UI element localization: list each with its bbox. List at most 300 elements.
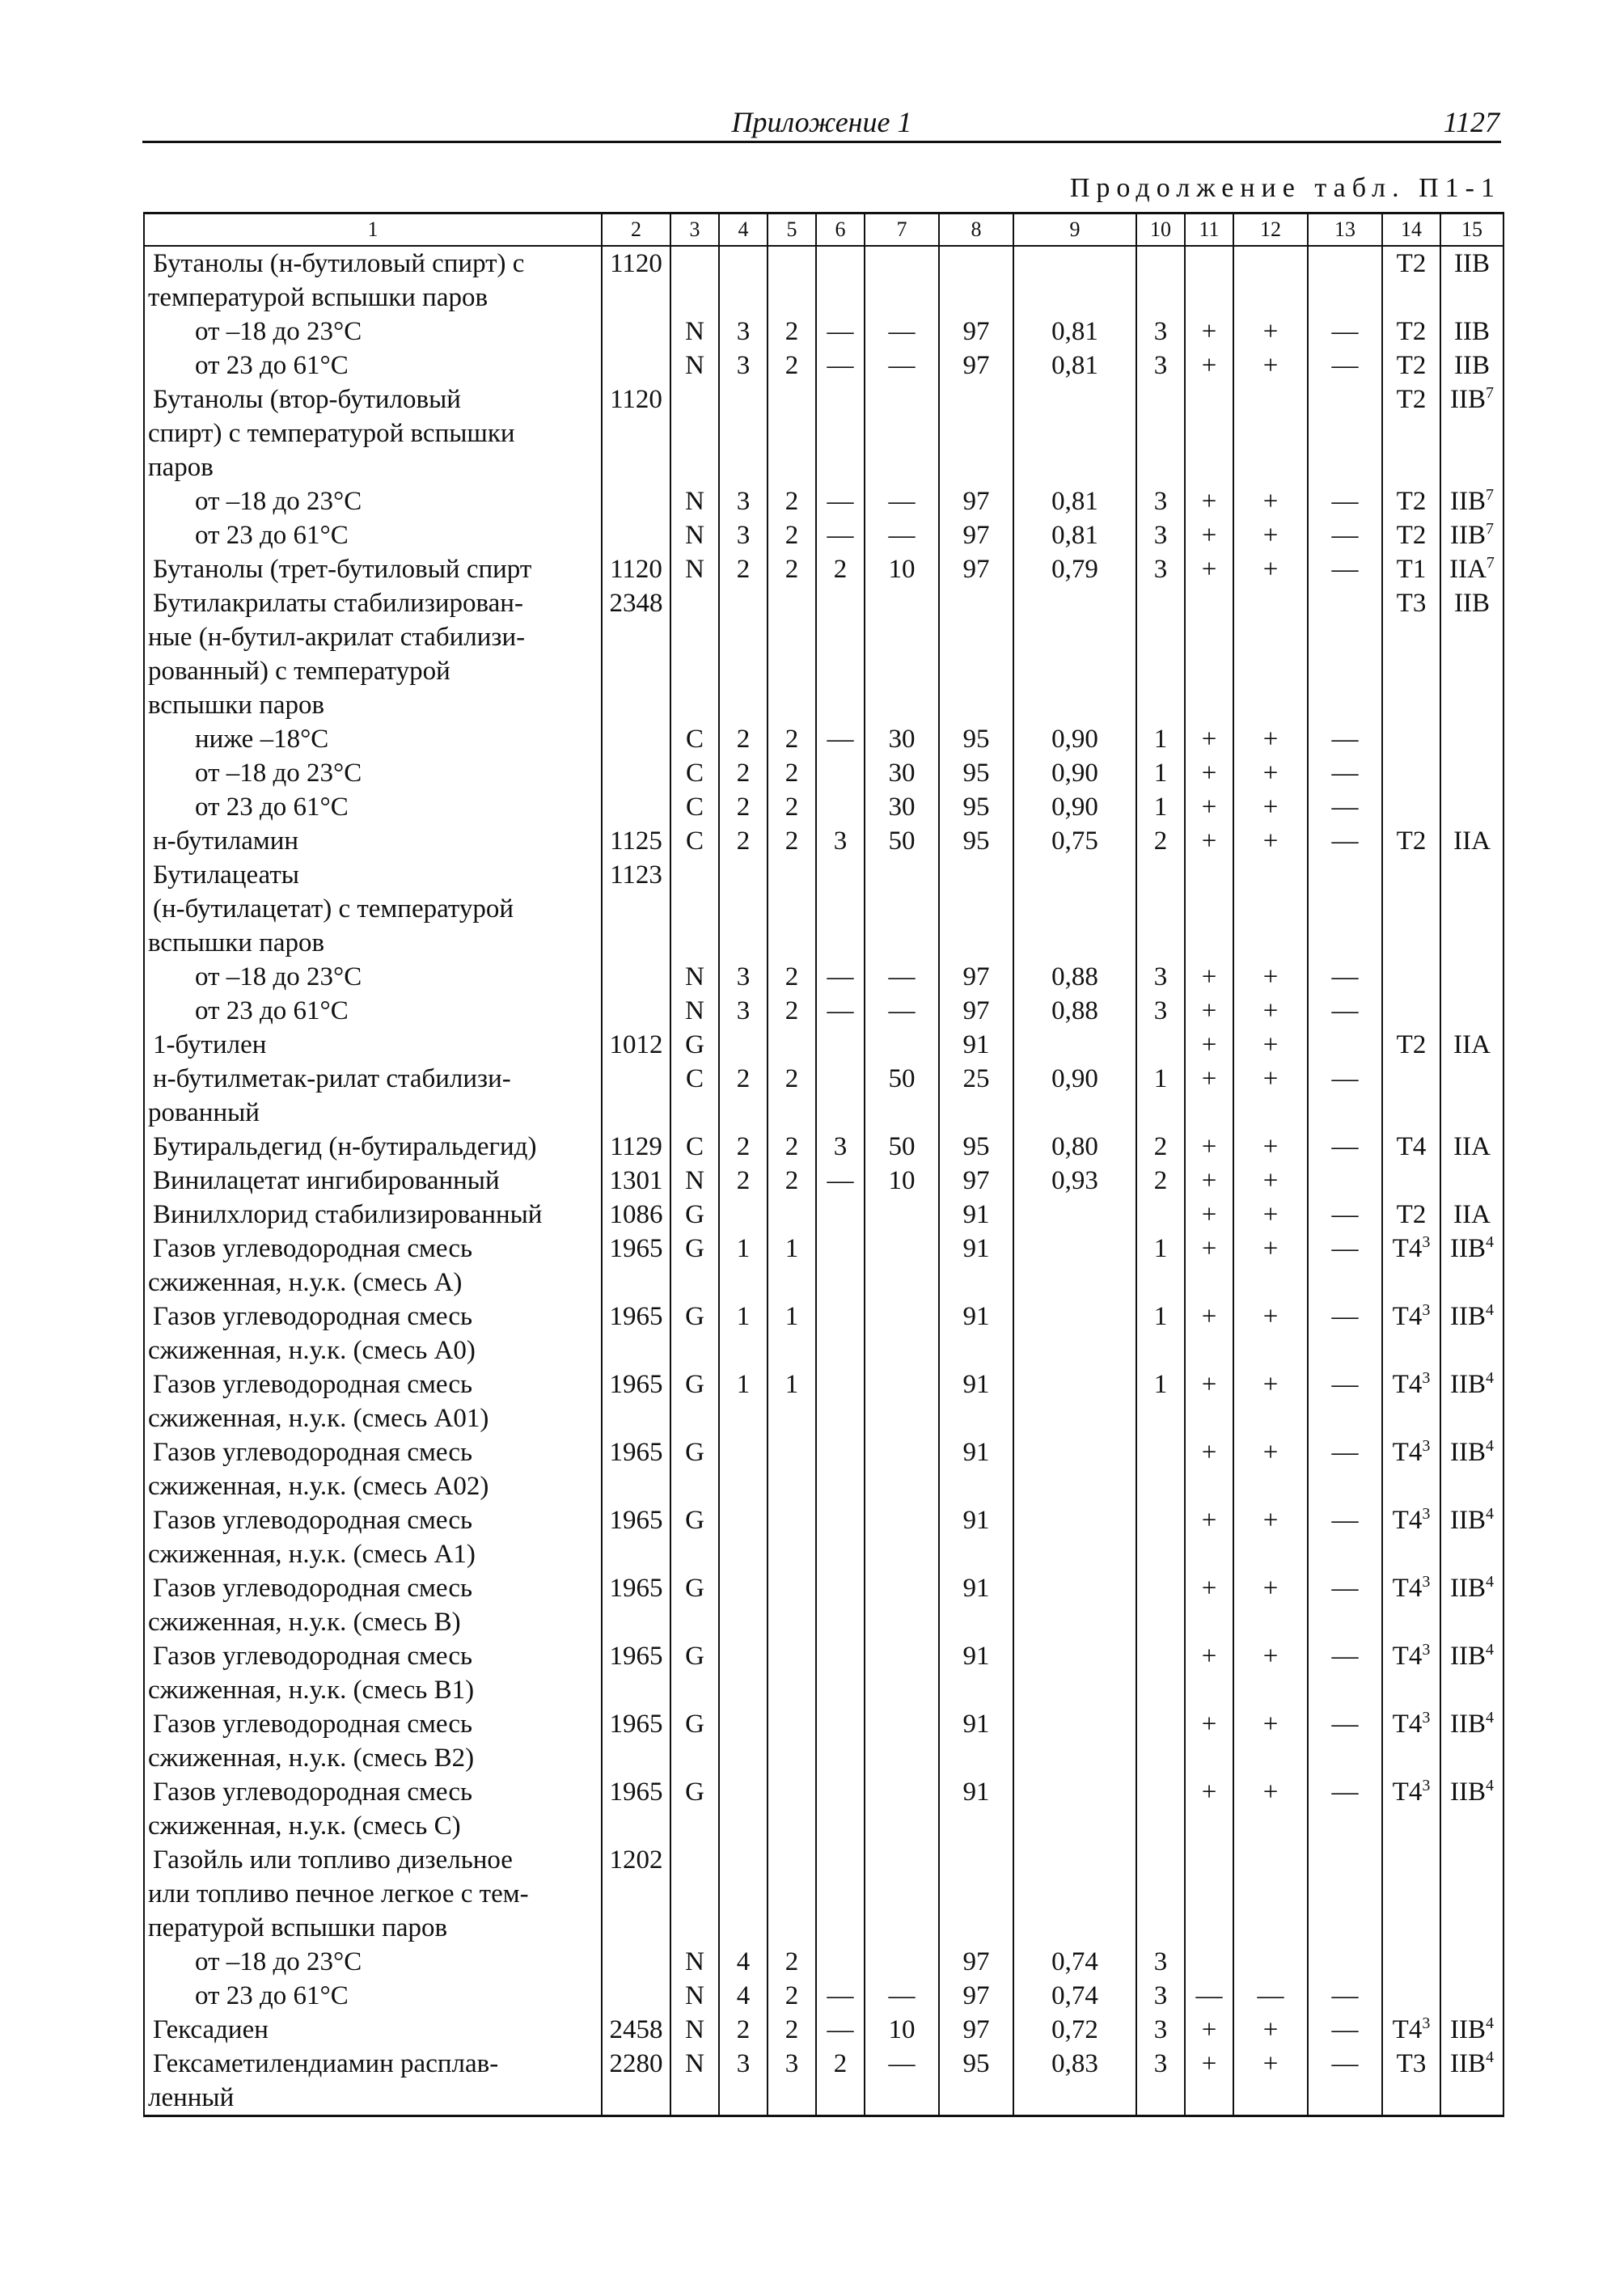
cell-col-12 <box>1233 722 1308 756</box>
cell-col-3 <box>670 2047 719 2081</box>
cell-text: 30 <box>888 793 916 822</box>
cell-col-15 <box>1440 1503 1503 1537</box>
cell-col-15 <box>1440 1707 1503 1741</box>
cell-col-10 <box>1136 1571 1185 1605</box>
cell-col-6 <box>816 1198 865 1232</box>
cell-text: + <box>1262 1302 1279 1331</box>
cell-col-1 <box>144 450 602 484</box>
cell-col-15 <box>1440 1232 1503 1266</box>
cell-col-9 <box>1013 315 1136 349</box>
cell-text: 1125 <box>610 826 662 856</box>
cell-col-5 <box>768 1911 816 1945</box>
cell-col-3 <box>670 1877 719 1911</box>
cell-col-15 <box>1440 315 1503 349</box>
cell-col-4 <box>719 552 768 586</box>
cell-col-5 <box>768 654 816 688</box>
cell-col-10 <box>1136 1775 1185 1809</box>
cell-text: + <box>1262 2049 1279 2078</box>
running-header <box>142 105 1501 143</box>
cell-text: N <box>685 2015 704 2044</box>
cell-col-4 <box>719 858 768 892</box>
cell-col-3 <box>670 1028 719 1062</box>
cell-col-11 <box>1185 2013 1233 2047</box>
cell-col-13 <box>1308 2013 1382 2047</box>
cell-col-9 <box>1013 1809 1136 1843</box>
cell-text: G <box>685 1438 704 1467</box>
cell-col-15 <box>1440 1469 1503 1503</box>
cell-col-3 <box>670 892 719 926</box>
cell-col-5 <box>768 2013 816 2047</box>
cell-col-13 <box>1308 960 1382 994</box>
cell-text: Газов углеводородная смесь <box>153 1710 473 1739</box>
cell-col-7 <box>865 315 939 349</box>
cell-col-12 <box>1233 1300 1308 1334</box>
cell-col-10 <box>1136 1503 1185 1537</box>
cell-col-7 <box>865 1096 939 1130</box>
cell-col-7 <box>865 1605 939 1639</box>
cell-col-8 <box>939 552 1013 586</box>
cell-col-2 <box>602 620 670 654</box>
cell-col-5 <box>768 1537 816 1571</box>
cell-text: 2348 <box>609 589 663 618</box>
cell-col-15 <box>1440 484 1503 518</box>
cell-text: 10 <box>888 555 916 584</box>
cell-text: — <box>1331 555 1359 584</box>
cell-text: 1120 <box>610 249 662 278</box>
cell-col-1 <box>144 586 602 620</box>
table-row <box>144 246 1503 281</box>
cell-text: N <box>685 317 704 346</box>
cell-col-1 <box>144 1198 602 1232</box>
cell-col-2 <box>602 315 670 349</box>
cell-col-2 <box>602 1096 670 1130</box>
cell-col-14 <box>1382 1401 1440 1435</box>
cell-text: сжиженная, н.у.к. (смесь А01) <box>148 1404 489 1433</box>
cell-col-15 <box>1440 654 1503 688</box>
cell-col-11 <box>1185 315 1233 349</box>
cell-text: N <box>685 1981 704 2010</box>
cell-col-14 <box>1382 246 1440 281</box>
cell-col-11 <box>1185 552 1233 586</box>
cell-col-11 <box>1185 1503 1233 1537</box>
cell-text: IIB <box>1450 487 1486 516</box>
cell-col-8 <box>939 722 1013 756</box>
table-row <box>144 1537 1503 1571</box>
cell-col-4 <box>719 756 768 790</box>
cell-text: 1 <box>1153 759 1168 788</box>
cell-col-6 <box>816 1096 865 1130</box>
cell-text: T4 <box>1392 1642 1423 1671</box>
cell-col-2 <box>602 2081 670 2116</box>
cell-text: 97 <box>962 996 990 1025</box>
cell-col-3 <box>670 383 719 416</box>
cell-text: Газов углеводородная смесь <box>153 1777 473 1807</box>
cell-text: вспышки паров <box>148 691 325 720</box>
cell-col-8 <box>939 994 1013 1028</box>
cell-col-10 <box>1136 1198 1185 1232</box>
cell-text: 1129 <box>610 1132 662 1161</box>
cell-col-7 <box>865 756 939 790</box>
cell-text: — <box>827 351 854 380</box>
cell-col-4 <box>719 1367 768 1401</box>
cell-col-3 <box>670 1334 719 1367</box>
cell-col-8 <box>939 654 1013 688</box>
footnote-marker: 3 <box>1422 1505 1431 1523</box>
cell-text: сжиженная, н.у.к. (смесь В2) <box>148 1744 475 1773</box>
cell-text: IIB <box>1450 1302 1486 1331</box>
cell-text: 97 <box>962 962 990 991</box>
cell-col-6 <box>816 1469 865 1503</box>
cell-col-5 <box>768 450 816 484</box>
cell-col-15 <box>1440 1096 1503 1130</box>
table-row <box>144 1435 1503 1469</box>
cell-col-5 <box>768 2047 816 2081</box>
column-number-13: 13 <box>1308 213 1382 247</box>
cell-text: спирт) с температурой вспышки <box>148 419 515 448</box>
cell-col-1 <box>144 1911 602 1945</box>
cell-text: 2 <box>785 2015 799 2044</box>
cell-col-2 <box>602 1911 670 1945</box>
cell-col-13 <box>1308 586 1382 620</box>
cell-col-15 <box>1440 383 1503 416</box>
cell-col-6 <box>816 1809 865 1843</box>
cell-col-7 <box>865 2081 939 2116</box>
cell-col-14 <box>1382 1198 1440 1232</box>
cell-text: от –18 до 23°C <box>195 487 362 516</box>
cell-col-11 <box>1185 281 1233 315</box>
cell-text: от 23 до 61°C <box>195 1981 349 2010</box>
cell-col-12 <box>1233 1164 1308 1198</box>
cell-col-8 <box>939 1843 1013 1877</box>
cell-col-2 <box>602 858 670 892</box>
cell-col-11 <box>1185 1571 1233 1605</box>
cell-text: G <box>685 1234 704 1263</box>
cell-col-14 <box>1382 1130 1440 1164</box>
cell-text: + <box>1262 1234 1279 1263</box>
cell-col-13 <box>1308 1673 1382 1707</box>
cell-col-8 <box>939 1062 1013 1096</box>
cell-col-6 <box>816 790 865 824</box>
cell-col-15 <box>1440 1028 1503 1062</box>
cell-text: + <box>1201 555 1217 584</box>
cell-text: + <box>1262 1132 1279 1161</box>
cell-col-3 <box>670 416 719 450</box>
cell-col-6 <box>816 484 865 518</box>
cell-col-6 <box>816 1334 865 1367</box>
cell-text: ниже –18°C <box>195 725 329 754</box>
cell-col-6 <box>816 1130 865 1164</box>
cell-text: 2 <box>785 521 799 550</box>
cell-col-3 <box>670 1062 719 1096</box>
cell-col-14 <box>1382 383 1440 416</box>
cell-col-6 <box>816 2047 865 2081</box>
cell-col-8 <box>939 1979 1013 2013</box>
cell-col-3 <box>670 1911 719 1945</box>
cell-col-3 <box>670 1945 719 1979</box>
cell-text: 3 <box>1153 317 1168 346</box>
table-row <box>144 552 1503 586</box>
cell-text: — <box>1195 1981 1223 2010</box>
cell-text: 30 <box>888 725 916 754</box>
cell-text: Газов углеводородная смесь <box>153 1302 473 1331</box>
cell-col-7 <box>865 1979 939 2013</box>
cell-col-6 <box>816 722 865 756</box>
table-row <box>144 1028 1503 1062</box>
cell-col-13 <box>1308 1571 1382 1605</box>
cell-col-13 <box>1308 1707 1382 1741</box>
cell-col-4 <box>719 1401 768 1435</box>
cell-col-1 <box>144 620 602 654</box>
cell-col-10 <box>1136 281 1185 315</box>
cell-text: 2 <box>785 487 799 516</box>
cell-text: 3 <box>1153 2015 1168 2044</box>
cell-col-13 <box>1308 926 1382 960</box>
cell-col-1 <box>144 1775 602 1809</box>
cell-col-7 <box>865 383 939 416</box>
cell-col-1 <box>144 892 602 926</box>
cell-col-7 <box>865 1266 939 1300</box>
cell-col-14 <box>1382 1775 1440 1809</box>
cell-col-14 <box>1382 1435 1440 1469</box>
cell-text: + <box>1262 826 1279 856</box>
cell-col-2 <box>602 552 670 586</box>
cell-col-7 <box>865 1877 939 1911</box>
table-row <box>144 1062 1503 1096</box>
cell-col-9 <box>1013 484 1136 518</box>
cell-col-15 <box>1440 1435 1503 1469</box>
cell-col-12 <box>1233 2047 1308 2081</box>
column-number-5: 5 <box>768 213 816 247</box>
cell-col-11 <box>1185 654 1233 688</box>
cell-col-9 <box>1013 450 1136 484</box>
cell-col-12 <box>1233 2013 1308 2047</box>
cell-col-15 <box>1440 1809 1503 1843</box>
cell-text: 2 <box>785 1981 799 2010</box>
cell-col-15 <box>1440 586 1503 620</box>
cell-text: G <box>685 1574 704 1603</box>
cell-text: 97 <box>962 487 990 516</box>
cell-col-2 <box>602 790 670 824</box>
cell-col-5 <box>768 1198 816 1232</box>
cell-col-14 <box>1382 1469 1440 1503</box>
cell-text: + <box>1262 1030 1279 1059</box>
cell-text: 30 <box>888 759 916 788</box>
cell-col-15 <box>1440 1164 1503 1198</box>
cell-col-4 <box>719 1062 768 1096</box>
cell-text: G <box>685 1777 704 1807</box>
column-number-1: 1 <box>144 213 602 247</box>
cell-col-6 <box>816 1164 865 1198</box>
cell-col-12 <box>1233 1911 1308 1945</box>
cell-col-10 <box>1136 1843 1185 1877</box>
cell-text: — <box>827 521 854 550</box>
cell-col-8 <box>939 349 1013 383</box>
cell-text: T4 <box>1396 1132 1427 1161</box>
cell-col-14 <box>1382 484 1440 518</box>
cell-col-13 <box>1308 1469 1382 1503</box>
cell-col-5 <box>768 1945 816 1979</box>
cell-text: 97 <box>962 351 990 380</box>
cell-text: T4 <box>1392 1370 1423 1399</box>
cell-col-9 <box>1013 518 1136 552</box>
cell-col-9 <box>1013 926 1136 960</box>
footnote-marker: 4 <box>1486 1437 1494 1455</box>
cell-text: T4 <box>1392 2015 1423 2044</box>
cell-col-9 <box>1013 790 1136 824</box>
cell-col-5 <box>768 1130 816 1164</box>
cell-col-13 <box>1308 1775 1382 1809</box>
table-row <box>144 620 1503 654</box>
header-title: Приложение 1 <box>731 106 912 138</box>
cell-col-11 <box>1185 722 1233 756</box>
cell-text: — <box>1331 826 1359 856</box>
cell-col-14 <box>1382 1266 1440 1300</box>
table-row <box>144 2047 1503 2081</box>
cell-col-6 <box>816 892 865 926</box>
cell-col-4 <box>719 1028 768 1062</box>
cell-text: 97 <box>962 317 990 346</box>
cell-col-10 <box>1136 2013 1185 2047</box>
cell-col-7 <box>865 722 939 756</box>
cell-col-4 <box>719 1673 768 1707</box>
cell-text: 95 <box>962 793 990 822</box>
cell-col-7 <box>865 281 939 315</box>
cell-col-5 <box>768 824 816 858</box>
cell-col-13 <box>1308 688 1382 722</box>
cell-text: + <box>1262 521 1279 550</box>
cell-col-8 <box>939 1741 1013 1775</box>
cell-text: + <box>1201 2049 1217 2078</box>
cell-col-6 <box>816 1503 865 1537</box>
cell-col-4 <box>719 1809 768 1843</box>
cell-col-1 <box>144 1503 602 1537</box>
cell-text: — <box>1331 317 1359 346</box>
cell-col-5 <box>768 1843 816 1877</box>
cell-col-3 <box>670 1537 719 1571</box>
cell-col-1 <box>144 1537 602 1571</box>
cell-col-10 <box>1136 1979 1185 2013</box>
cell-col-14 <box>1382 1164 1440 1198</box>
cell-col-10 <box>1136 824 1185 858</box>
cell-col-12 <box>1233 1096 1308 1130</box>
cell-col-1 <box>144 1435 602 1469</box>
cell-text: 0,74 <box>1051 1947 1098 1976</box>
cell-text: 2 <box>785 1064 799 1093</box>
cell-text: — <box>1331 351 1359 380</box>
cell-col-3 <box>670 1300 719 1334</box>
cell-col-4 <box>719 518 768 552</box>
cell-text: 3 <box>736 351 751 380</box>
cell-text: T4 <box>1392 1710 1423 1739</box>
cell-col-12 <box>1233 586 1308 620</box>
cell-col-11 <box>1185 926 1233 960</box>
cell-col-6 <box>816 1266 865 1300</box>
cell-text: 97 <box>962 555 990 584</box>
cell-col-11 <box>1185 1979 1233 2013</box>
cell-col-5 <box>768 246 816 281</box>
cell-text: C <box>685 725 704 754</box>
cell-col-4 <box>719 1435 768 1469</box>
cell-text: вспышки паров <box>148 928 325 957</box>
table-row <box>144 892 1503 926</box>
cell-col-2 <box>602 1945 670 1979</box>
cell-text: + <box>1262 1777 1279 1807</box>
cell-text: или топливо печное легкое с тем- <box>148 1879 529 1908</box>
cell-col-1 <box>144 994 602 1028</box>
cell-col-10 <box>1136 1130 1185 1164</box>
cell-text: T1 <box>1396 555 1427 584</box>
cell-col-8 <box>939 620 1013 654</box>
cell-col-4 <box>719 281 768 315</box>
cell-text: 1965 <box>609 1234 663 1263</box>
cell-col-7 <box>865 1843 939 1877</box>
cell-col-5 <box>768 1028 816 1062</box>
cell-text: 1 <box>1153 1302 1168 1331</box>
cell-col-6 <box>816 1232 865 1266</box>
cell-text: T2 <box>1396 1200 1427 1229</box>
cell-col-7 <box>865 349 939 383</box>
cell-text: C <box>685 793 704 822</box>
cell-text: — <box>1331 996 1359 1025</box>
cell-text: — <box>1331 1200 1359 1229</box>
cell-text: — <box>1257 1981 1284 2010</box>
cell-text: 1301 <box>609 1166 663 1195</box>
cell-col-10 <box>1136 1469 1185 1503</box>
cell-col-2 <box>602 756 670 790</box>
cell-col-1 <box>144 1571 602 1605</box>
cell-col-4 <box>719 994 768 1028</box>
cell-text: + <box>1201 1574 1217 1603</box>
cell-col-11 <box>1185 1028 1233 1062</box>
cell-col-2 <box>602 960 670 994</box>
cell-col-6 <box>816 1707 865 1741</box>
cell-col-8 <box>939 2047 1013 2081</box>
cell-text: 0,90 <box>1051 793 1098 822</box>
cell-text: ные (н-бутил-акрилат стабилизи- <box>148 623 526 652</box>
cell-text: 1965 <box>609 1710 663 1739</box>
cell-text: 0,72 <box>1051 2015 1098 2044</box>
cell-col-13 <box>1308 383 1382 416</box>
table-row <box>144 1843 1503 1877</box>
cell-col-7 <box>865 960 939 994</box>
cell-col-8 <box>939 1130 1013 1164</box>
cell-col-13 <box>1308 1639 1382 1673</box>
cell-col-1 <box>144 1096 602 1130</box>
cell-col-5 <box>768 281 816 315</box>
cell-col-1 <box>144 2013 602 2047</box>
cell-col-1 <box>144 1028 602 1062</box>
cell-col-13 <box>1308 484 1382 518</box>
cell-text: 1-бутилен <box>153 1030 267 1059</box>
cell-col-11 <box>1185 416 1233 450</box>
cell-col-13 <box>1308 1130 1382 1164</box>
cell-col-15 <box>1440 1130 1503 1164</box>
cell-col-15 <box>1440 1571 1503 1605</box>
cell-col-12 <box>1233 1775 1308 1809</box>
footnote-marker: 4 <box>1486 2014 1494 2032</box>
cell-col-14 <box>1382 1741 1440 1775</box>
cell-text: 2 <box>785 826 799 856</box>
cell-text: IIB <box>1450 1506 1486 1535</box>
cell-col-3 <box>670 552 719 586</box>
cell-col-15 <box>1440 1945 1503 1979</box>
cell-col-13 <box>1308 416 1382 450</box>
footnote-marker: 3 <box>1422 1233 1431 1251</box>
cell-text: Гексаметилендиамин расплав- <box>153 2049 499 2078</box>
cell-col-11 <box>1185 960 1233 994</box>
cell-col-15 <box>1440 1775 1503 1809</box>
cell-col-10 <box>1136 315 1185 349</box>
